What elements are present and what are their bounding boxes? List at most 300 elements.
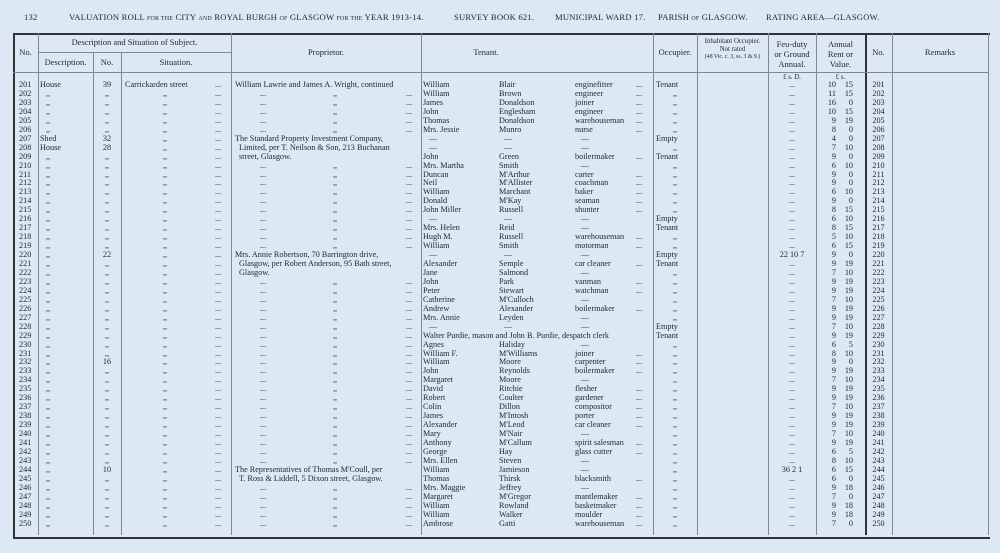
title-part: YEAR 1913-14. (364, 12, 424, 22)
row-number-right: 242 (872, 446, 885, 456)
tenant-occupation: joiner (575, 97, 595, 107)
ditto-dots: ... (406, 303, 413, 313)
row-number: 234 (19, 375, 32, 385)
tenant-first-name: Jane (423, 267, 438, 277)
tenant-surname: Coulter (499, 393, 524, 403)
tenant-surname: M'Gregor (499, 491, 531, 501)
ditto-dots: ... (215, 518, 222, 528)
description: ,, (45, 205, 51, 215)
col-rent-line: Annual (827, 39, 854, 49)
situation: ,, (162, 115, 168, 125)
proprietor: ,, (332, 232, 338, 242)
tenant-first-name: Alexander (423, 420, 458, 430)
description: ,, (45, 250, 51, 260)
tenant-occupation: boilermaker (575, 366, 615, 376)
tenant-first-name: — (428, 321, 438, 331)
ditto-dots: ... (260, 312, 267, 322)
tenant-first-name: Hugh M. (423, 232, 453, 242)
col-rent-line: Rent or (827, 48, 854, 59)
ditto-dots: ... (215, 312, 222, 322)
proprietor: ,, (332, 321, 338, 331)
street-number: ,, (104, 88, 110, 98)
proprietor: ,, (332, 384, 338, 394)
ditto-dots: ... (406, 482, 413, 492)
ditto-dots: ... (636, 500, 643, 510)
rent-pounds: 9 (831, 393, 836, 403)
tenant-occupation: porter (575, 411, 595, 421)
situation: ,, (162, 366, 168, 376)
survey-book: SURVEY BOOK 621. (454, 12, 535, 22)
tenant-first-name: Ambrose (423, 518, 454, 528)
feu-duty: ... (788, 196, 796, 206)
row-number-right: 244 (872, 464, 885, 474)
table-row (0, 250, 1000, 259)
rent-pounds: 6 (831, 214, 836, 224)
row-number: 208 (19, 142, 32, 152)
tenant-occupation: — (580, 133, 590, 143)
situation: ,, (162, 133, 168, 143)
description: House (40, 80, 61, 89)
description: ,, (45, 366, 51, 376)
ditto-dots: ... (215, 124, 222, 134)
rent-shillings: 19 (844, 366, 853, 376)
ditto-dots: ... (215, 178, 222, 188)
proprietor: ,, (332, 106, 338, 116)
street-number: ,, (104, 223, 110, 233)
occupier: ,, (672, 509, 678, 519)
rent-shillings: 10 (844, 375, 853, 385)
ditto-dots: ... (636, 124, 643, 134)
occupier: ,, (672, 276, 678, 286)
rent-pounds: 9 (831, 196, 836, 206)
rent-pounds: 7 (831, 267, 836, 277)
row-number: 213 (19, 187, 32, 197)
ditto-dots: ... (636, 196, 643, 206)
table-row (0, 474, 1000, 483)
occupier: Empty (656, 321, 678, 331)
street-number: ,, (104, 241, 110, 251)
ditto-dots: ... (260, 187, 267, 197)
col-inhabitant-line: Inhabitant Occupier. (704, 38, 761, 45)
col-situation: Situation. (159, 57, 193, 67)
tenant-surname: Reid (499, 223, 515, 233)
ditto-dots: ... (260, 446, 267, 456)
street-number: ,, (104, 151, 110, 161)
tenant-occupation: vanman (575, 276, 601, 286)
ditto-dots: ... (215, 160, 222, 170)
description: ,, (45, 464, 51, 474)
description: ,, (45, 500, 51, 510)
ditto-dots: ... (215, 223, 222, 233)
row-number-right: 237 (872, 402, 885, 412)
row-number-right: 215 (872, 205, 885, 215)
street-number: ,, (104, 509, 110, 519)
situation: ,, (162, 232, 168, 242)
proprietor: Glasgow. (239, 267, 270, 277)
row-number: 217 (19, 223, 32, 233)
feu-duty: ... (788, 482, 796, 492)
street-number: 32 (102, 133, 112, 143)
ditto-dots: ... (636, 393, 643, 403)
ditto-dots: ... (260, 375, 267, 385)
proprietor: The Representatives of Thomas M'Coull, per (235, 464, 383, 474)
street-number: ,, (104, 339, 110, 349)
rent-shillings: 0 (848, 357, 853, 367)
col-no: No. (19, 47, 32, 57)
feu-duty: ... (788, 267, 796, 277)
rent-shillings: 19 (844, 330, 853, 340)
row-number-right: 228 (872, 321, 885, 331)
ditto-dots: ... (636, 232, 643, 242)
situation: ,, (162, 482, 168, 492)
rent-pounds: 9 (831, 482, 836, 492)
row-number: 247 (19, 491, 32, 501)
occupier: ,, (672, 294, 678, 304)
ditto-dots: ... (636, 473, 643, 483)
tenant-occupation: — (580, 160, 590, 170)
occupier: Empty (656, 250, 678, 260)
col-tenant: Tenant. (473, 47, 499, 57)
tenant-surname: M'Nair (499, 429, 523, 439)
row-number-right: 217 (872, 223, 885, 233)
feu-duty: 22 10 7 (779, 250, 805, 260)
ditto-dots: ... (260, 303, 267, 313)
situation: Carrickarden street (125, 80, 188, 89)
col-inhabitant-line: Not rated (719, 45, 746, 53)
ditto-dots: ... (260, 124, 267, 134)
feu-duty: ... (788, 276, 796, 286)
rent-shillings: 10 (844, 214, 853, 224)
description: ,, (45, 160, 51, 170)
tenant-surname: Moore (499, 375, 521, 385)
col-feu-line: or Ground (774, 48, 810, 59)
table-row (0, 295, 1000, 304)
description: ,, (45, 241, 51, 251)
tenant-surname: — (503, 133, 513, 143)
occupier: ,, (672, 420, 678, 430)
row-number: 248 (19, 500, 32, 510)
table-row (0, 492, 1000, 501)
description: ,, (45, 303, 51, 313)
ditto-dots: ... (260, 285, 267, 295)
rent-pounds: 10 (827, 106, 836, 116)
situation: ,, (162, 411, 168, 421)
description: ,, (45, 357, 51, 367)
row-number-right: 247 (872, 491, 885, 501)
row-number: 249 (19, 509, 32, 519)
situation: ,, (162, 375, 168, 385)
rent-pounds: 8 (831, 124, 836, 134)
table-row (0, 107, 1000, 116)
tenant-first-name: Mrs. Helen (423, 223, 460, 233)
description: ,, (45, 276, 51, 286)
situation: ,, (162, 339, 168, 349)
description: ,, (45, 267, 51, 277)
ditto-dots: ... (215, 151, 222, 161)
street-number: ,, (104, 375, 110, 385)
occupier: ,, (672, 438, 678, 447)
table-row (0, 411, 1000, 420)
table-row (0, 402, 1000, 411)
title-part: ROYAL BURGH (214, 12, 278, 22)
table-row (0, 170, 1000, 179)
description: ,, (45, 214, 51, 224)
description: ,, (45, 438, 51, 447)
row-number: 242 (19, 446, 32, 456)
tenant-occupation: warehouseman (575, 115, 625, 125)
description: ,, (45, 259, 51, 268)
rent-shillings: 10 (844, 429, 853, 439)
ditto-dots: ... (215, 259, 222, 268)
rent-shillings: 19 (844, 115, 853, 125)
tenant-occupation: — (580, 321, 590, 331)
occupier: ,, (672, 115, 678, 125)
ditto-dots: ... (406, 384, 413, 394)
feu-duty: ... (788, 429, 796, 439)
table-row (0, 375, 1000, 384)
tenant-surname: Donaldson (499, 97, 535, 107)
feu-duty: ... (788, 232, 796, 242)
tenant-first-name: Thomas (423, 473, 450, 483)
tenant-occupation: — (580, 339, 590, 349)
feu-duty: ... (788, 393, 796, 403)
street-number: ,, (104, 312, 110, 322)
situation: ,, (162, 205, 168, 215)
row-number-right: 224 (872, 285, 885, 295)
ditto-dots: ... (215, 205, 222, 215)
row-number: 206 (19, 124, 32, 134)
situation: ,, (162, 312, 168, 322)
situation: ,, (162, 169, 168, 179)
feu-duty: ... (788, 106, 796, 116)
parish-part: GLASGOW. (701, 12, 748, 22)
feu-duty: ... (788, 205, 796, 215)
rent-pounds: 9 (831, 509, 836, 519)
rent-pounds: 9 (831, 357, 836, 367)
ditto-dots: ... (215, 473, 222, 483)
feu-duty: ... (788, 80, 796, 89)
ditto-dots: ... (215, 446, 222, 456)
ditto-dots: ... (260, 160, 267, 170)
street-number: ,, (104, 321, 110, 331)
street-number: ,, (104, 393, 110, 403)
row-number: 245 (19, 473, 32, 483)
table-row (0, 331, 1000, 340)
row-number-right: 231 (872, 348, 885, 358)
feu-duty: ... (788, 142, 796, 152)
ditto-dots: ... (215, 357, 222, 367)
occupier: ,, (672, 491, 678, 501)
row-number: 225 (19, 294, 32, 304)
street-number: ,, (104, 330, 110, 340)
tenant-first-name: Mrs. Annie (423, 312, 460, 322)
rent-shillings: 19 (844, 438, 853, 447)
street-number: ,, (104, 259, 110, 268)
rent-shillings: 10 (844, 294, 853, 304)
tenant-surname: Russell (499, 205, 524, 215)
tenant-first-name: James (423, 97, 444, 107)
tenant-first-name: Mary (423, 429, 441, 439)
situation: ,, (162, 518, 168, 528)
street-number: ,, (104, 205, 110, 215)
situation: ,, (162, 321, 168, 331)
occupier: ,, (672, 97, 678, 107)
feu-duty: ... (788, 348, 796, 358)
description: ,, (45, 411, 51, 421)
ditto-dots: ... (636, 285, 643, 295)
street-number: ,, (104, 384, 110, 394)
row-number-right: 239 (872, 420, 885, 430)
tenant-first-name: Colin (423, 402, 442, 412)
tenant-surname: Park (499, 276, 515, 286)
tenant-surname: Stewart (499, 285, 525, 295)
rent-pounds: 7 (831, 429, 836, 439)
occupier: ,, (672, 312, 678, 322)
table-row (0, 501, 1000, 510)
rent-shillings: 0 (848, 133, 853, 143)
street-number: ,, (104, 160, 110, 170)
rent-pounds: 8 (831, 348, 836, 358)
table-row (0, 196, 1000, 205)
feu-duty: ... (788, 115, 796, 125)
ditto-dots: ... (215, 366, 222, 376)
table-row (0, 304, 1000, 313)
rent-shillings: 15 (844, 205, 853, 215)
proprietor: ,, (332, 124, 338, 134)
ditto-dots: ... (406, 187, 413, 197)
proprietor: ,, (332, 285, 338, 295)
occupier: ,, (672, 169, 678, 179)
ditto-dots: ... (215, 321, 222, 331)
ditto-dots: ... (636, 348, 643, 358)
rent-pounds: 6 (831, 160, 836, 170)
occupier: Tenant (656, 151, 679, 161)
row-number-right: 248 (872, 500, 885, 510)
ditto-dots: ... (406, 97, 413, 107)
row-number-right: 233 (872, 366, 885, 376)
occupier: ,, (672, 205, 678, 215)
ditto-dots: ... (215, 384, 222, 394)
tenant-surname: Leyden (499, 312, 524, 322)
tenant-surname: M'Arthur (499, 169, 530, 179)
tenant-first-name: Mrs. Ellen (423, 455, 458, 465)
street-number: ,, (104, 97, 110, 107)
situation: ,, (162, 124, 168, 134)
feu-duty: ... (788, 411, 796, 421)
ditto-dots: ... (260, 232, 267, 242)
tenant-first-name: Margaret (423, 375, 453, 385)
tenant-first-name: William (423, 500, 450, 510)
description: ,, (45, 169, 51, 179)
tenant-occupation: shunter (575, 205, 600, 215)
tenant-occupation: compositor (575, 402, 612, 412)
ditto-dots: ... (260, 88, 267, 98)
tenant-surname: M'Intosh (499, 411, 529, 421)
occupier: Tenant (656, 259, 679, 268)
table-row (0, 277, 1000, 286)
ditto-dots: ... (636, 88, 643, 98)
street-number: ,, (104, 214, 110, 224)
row-number: 246 (19, 482, 32, 492)
ditto-dots: ... (406, 115, 413, 125)
proprietor: T. Ross & Liddell, 5 Dixon street, Glasgow. (239, 473, 383, 483)
rent-shillings: 19 (844, 384, 853, 394)
table-row (0, 313, 1000, 322)
tenant-occupation: engineer (575, 106, 604, 116)
situation: ,, (162, 187, 168, 197)
proprietor: ,, (332, 115, 338, 125)
tenant-first-name: John (423, 106, 439, 116)
description: ,, (45, 330, 51, 340)
table-row (0, 125, 1000, 134)
tenant-occupation: spirit salesman (575, 438, 624, 447)
ditto-dots: ... (636, 97, 643, 107)
table-row (0, 161, 1000, 170)
proprietor: Glasgow, per Robert Anderson, 95 Bath street, (239, 259, 392, 268)
tenant-first-name: Duncan (423, 169, 449, 179)
ditto-dots: ... (260, 402, 267, 412)
occupier: Tenant (656, 223, 679, 233)
occupier: Tenant (656, 330, 679, 340)
tenant-first-name: Mrs. Maggie (423, 482, 466, 492)
ditto-dots: ... (215, 429, 222, 439)
tenant-first-name: — (428, 250, 438, 260)
rent-shillings: 15 (844, 106, 853, 116)
table-row (0, 178, 1000, 187)
row-number-right: 206 (872, 124, 885, 134)
tenant-first-name: Mrs. Martha (423, 160, 464, 170)
tenant-first-name: Anthony (423, 438, 452, 447)
occupier: ,, (672, 375, 678, 385)
occupier: ,, (672, 482, 678, 492)
row-number: 224 (19, 285, 32, 295)
rent-shillings: 18 (844, 482, 853, 492)
table-row (0, 241, 1000, 250)
tenant-first-name: George (423, 446, 447, 456)
rent-shillings: 19 (844, 276, 853, 286)
ditto-dots: ... (636, 438, 643, 447)
occupier: ,, (672, 124, 678, 134)
street-number: ,, (104, 446, 110, 456)
ditto-dots: ... (215, 169, 222, 179)
description: ,, (45, 339, 51, 349)
proprietor: ,, (332, 97, 338, 107)
occupier: ,, (672, 384, 678, 394)
row-number: 231 (19, 348, 32, 358)
ditto-dots: ... (260, 455, 267, 465)
description: ,, (45, 482, 51, 492)
rent-shillings: 0 (848, 196, 853, 206)
rent-pounds: 11 (828, 88, 836, 98)
situation: ,, (162, 259, 168, 268)
proprietor: ,, (332, 366, 338, 376)
table-row (0, 223, 1000, 232)
row-number-right: 208 (872, 142, 885, 152)
description: ,, (45, 455, 51, 465)
ditto-dots: ... (260, 106, 267, 116)
ditto-dots: ... (215, 267, 222, 277)
tenant-occupation: watchman (575, 285, 609, 295)
ditto-dots: ... (406, 196, 413, 206)
situation: ,, (162, 402, 168, 412)
proprietor: street, Glasgow. (239, 151, 292, 161)
tenant-surname: — (503, 321, 513, 331)
occupier: ,, (672, 339, 678, 349)
situation: ,, (162, 142, 168, 152)
tenant-first-name: William (423, 187, 450, 197)
proprietor: ,, (332, 429, 338, 439)
ditto-dots: ... (260, 330, 267, 340)
